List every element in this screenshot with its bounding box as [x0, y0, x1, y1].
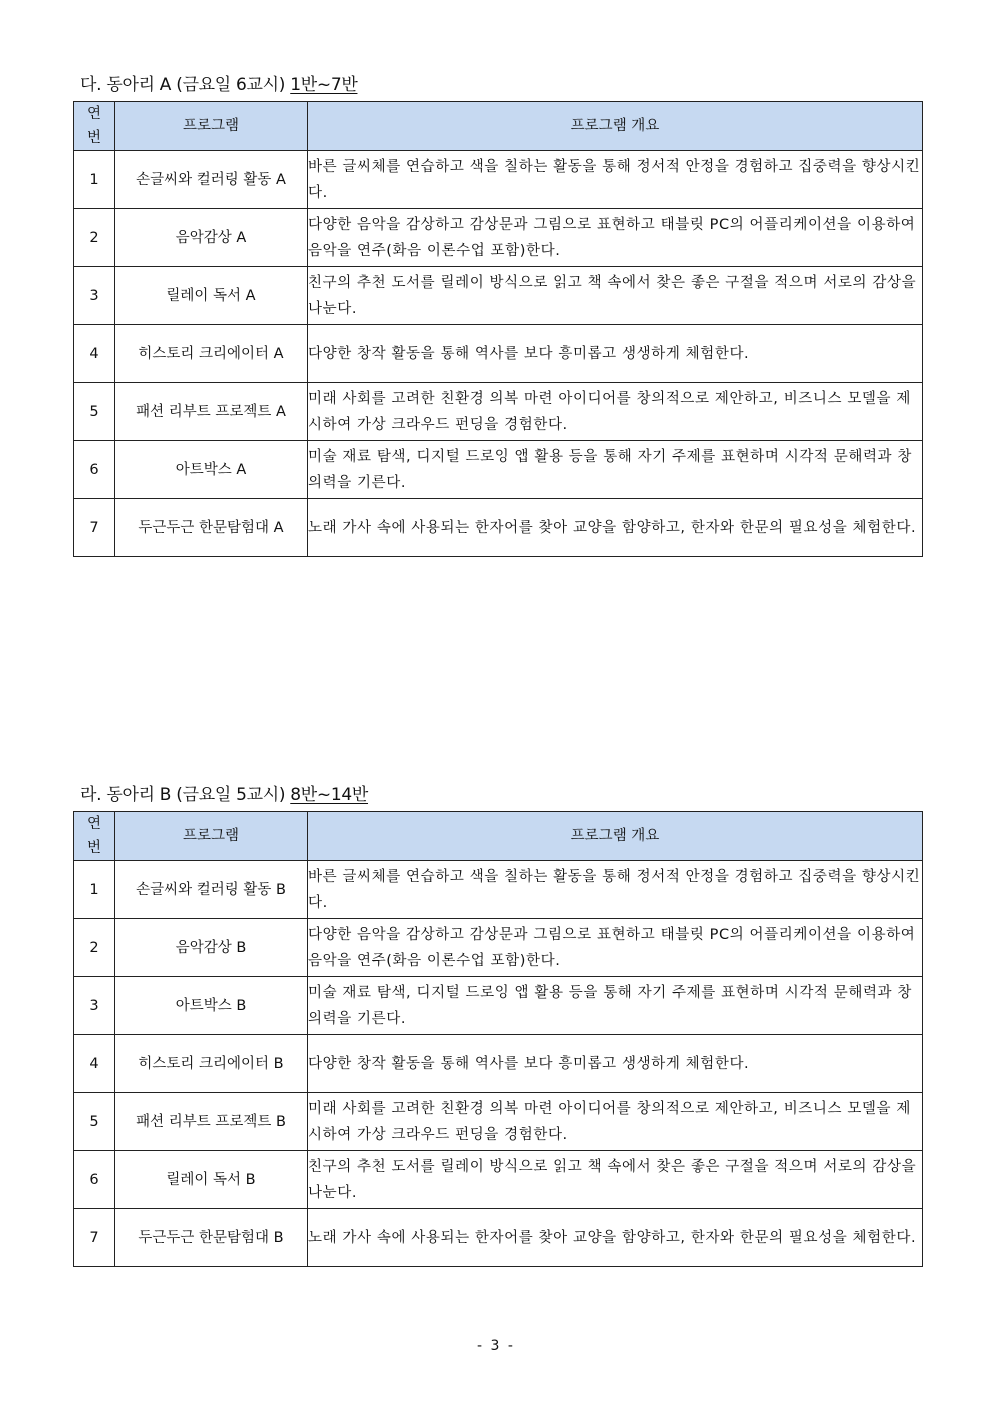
table-row: [74, 383, 923, 441]
table-row: [74, 1209, 923, 1267]
row-program-name: 히스토리 크리에이터 A: [115, 325, 308, 383]
section-a-title: [80, 70, 357, 95]
header-num: 연번: [74, 102, 115, 151]
row-num: 5: [74, 383, 115, 441]
row-num: 1: [74, 151, 115, 209]
row-description: 미래 사회를 고려한 친환경 의복 마련 아이디어를 창의적으로 제안하고, 비즈니스 모델을 제시하여 가상 크라우드 펀딩을 경험한다.: [308, 1093, 923, 1151]
section-b-table: [73, 811, 923, 1267]
row-num: 3: [74, 267, 115, 325]
row-program-name: 릴레이 독서 A: [115, 267, 308, 325]
row-description: 친구의 추천 도서를 릴레이 방식으로 읽고 책 속에서 찾은 좋은 구절을 적으며 서로의 감상을 나눈다.: [308, 1151, 923, 1209]
table-row: [74, 499, 923, 557]
header-num: 연번: [74, 812, 115, 861]
row-num: 3: [74, 977, 115, 1035]
page-number: - 3 -: [477, 1338, 515, 1354]
row-description: 바른 글씨체를 연습하고 색을 칠하는 활동을 통해 정서적 안정을 경험하고 집중력을 향상시킨다.: [308, 861, 923, 919]
row-description: 다양한 창작 활동을 통해 역사를 보다 흥미롭고 생생하게 체험한다.: [308, 1035, 923, 1093]
row-program-name: 음악감상 A: [115, 209, 308, 267]
table-row: [74, 441, 923, 499]
table-row: [74, 1151, 923, 1209]
row-program-name: 릴레이 독서 B: [115, 1151, 308, 1209]
row-num: 7: [74, 499, 115, 557]
table-row: [74, 151, 923, 209]
table-row: [74, 977, 923, 1035]
row-num: 2: [74, 919, 115, 977]
section-b-title-prefix: 라. 동아리 B (금요일 5교시): [80, 785, 291, 805]
table-row: [74, 209, 923, 267]
row-description: 다양한 음악을 감상하고 감상문과 그림으로 표현하고 태블릿 PC의 어플리케이션을 이용하여 음악을 연주(화음 이론수업 포함)한다.: [308, 209, 923, 267]
table-row: [74, 861, 923, 919]
row-description: 다양한 음악을 감상하고 감상문과 그림으로 표현하고 태블릿 PC의 어플리케이션을 이용하여 음악을 연주(화음 이론수업 포함)한다.: [308, 919, 923, 977]
row-program-name: 손글씨와 컬러링 활동 A: [115, 151, 308, 209]
row-num: 4: [74, 1035, 115, 1093]
row-description: 노래 가사 속에 사용되는 한자어를 찾아 교양을 함양하고, 한자와 한문의 필요성을 체험한다.: [308, 499, 923, 557]
row-program-name: 패션 리부트 프로젝트 B: [115, 1093, 308, 1151]
header-overview: 프로그램 개요: [308, 812, 923, 861]
row-num: 6: [74, 441, 115, 499]
table-row: [74, 1035, 923, 1093]
row-program-name: 두근두근 한문탐험대 B: [115, 1209, 308, 1267]
table-header-row: [74, 102, 923, 151]
table-row: [74, 267, 923, 325]
row-program-name: 손글씨와 컬러링 활동 B: [115, 861, 308, 919]
row-program-name: 아트박스 A: [115, 441, 308, 499]
section-a-title-prefix: 다. 동아리 A (금요일 6교시): [80, 75, 291, 95]
section-b-title: [80, 780, 368, 805]
header-program: 프로그램: [115, 102, 308, 151]
row-num: 6: [74, 1151, 115, 1209]
row-program-name: 패션 리부트 프로젝트 A: [115, 383, 308, 441]
row-program-name: 두근두근 한문탐험대 A: [115, 499, 308, 557]
row-program-name: 음악감상 B: [115, 919, 308, 977]
table-row: [74, 919, 923, 977]
row-description: 미래 사회를 고려한 친환경 의복 마련 아이디어를 창의적으로 제안하고, 비즈니스 모델을 제시하여 가상 크라우드 펀딩을 경험한다.: [308, 383, 923, 441]
table-row: [74, 325, 923, 383]
row-program-name: 히스토리 크리에이터 B: [115, 1035, 308, 1093]
row-num: 7: [74, 1209, 115, 1267]
row-description: 다양한 창작 활동을 통해 역사를 보다 흥미롭고 생생하게 체험한다.: [308, 325, 923, 383]
row-num: 1: [74, 861, 115, 919]
header-program: 프로그램: [115, 812, 308, 861]
table-row: [74, 1093, 923, 1151]
row-description: 친구의 추천 도서를 릴레이 방식으로 읽고 책 속에서 찾은 좋은 구절을 적으며 서로의 감상을 나눈다.: [308, 267, 923, 325]
section-a-table: [73, 101, 923, 557]
section-a-class-range: 1반~7반: [290, 75, 358, 95]
row-num: 2: [74, 209, 115, 267]
row-description: 바른 글씨체를 연습하고 색을 칠하는 활동을 통해 정서적 안정을 경험하고 집중력을 향상시킨다.: [308, 151, 923, 209]
row-num: 5: [74, 1093, 115, 1151]
table-header-row: [74, 812, 923, 861]
header-overview: 프로그램 개요: [308, 102, 923, 151]
row-program-name: 아트박스 B: [115, 977, 308, 1035]
row-description: 노래 가사 속에 사용되는 한자어를 찾아 교양을 함양하고, 한자와 한문의 필요성을 체험한다.: [308, 1209, 923, 1267]
row-num: 4: [74, 325, 115, 383]
row-description: 미술 재료 탐색, 디지털 드로잉 앱 활용 등을 통해 자기 주제를 표현하며 시각적 문해력과 창의력을 기른다.: [308, 441, 923, 499]
section-b-class-range: 8반~14반: [290, 785, 369, 805]
row-description: 미술 재료 탐색, 디지털 드로잉 앱 활용 등을 통해 자기 주제를 표현하며 시각적 문해력과 창의력을 기른다.: [308, 977, 923, 1035]
